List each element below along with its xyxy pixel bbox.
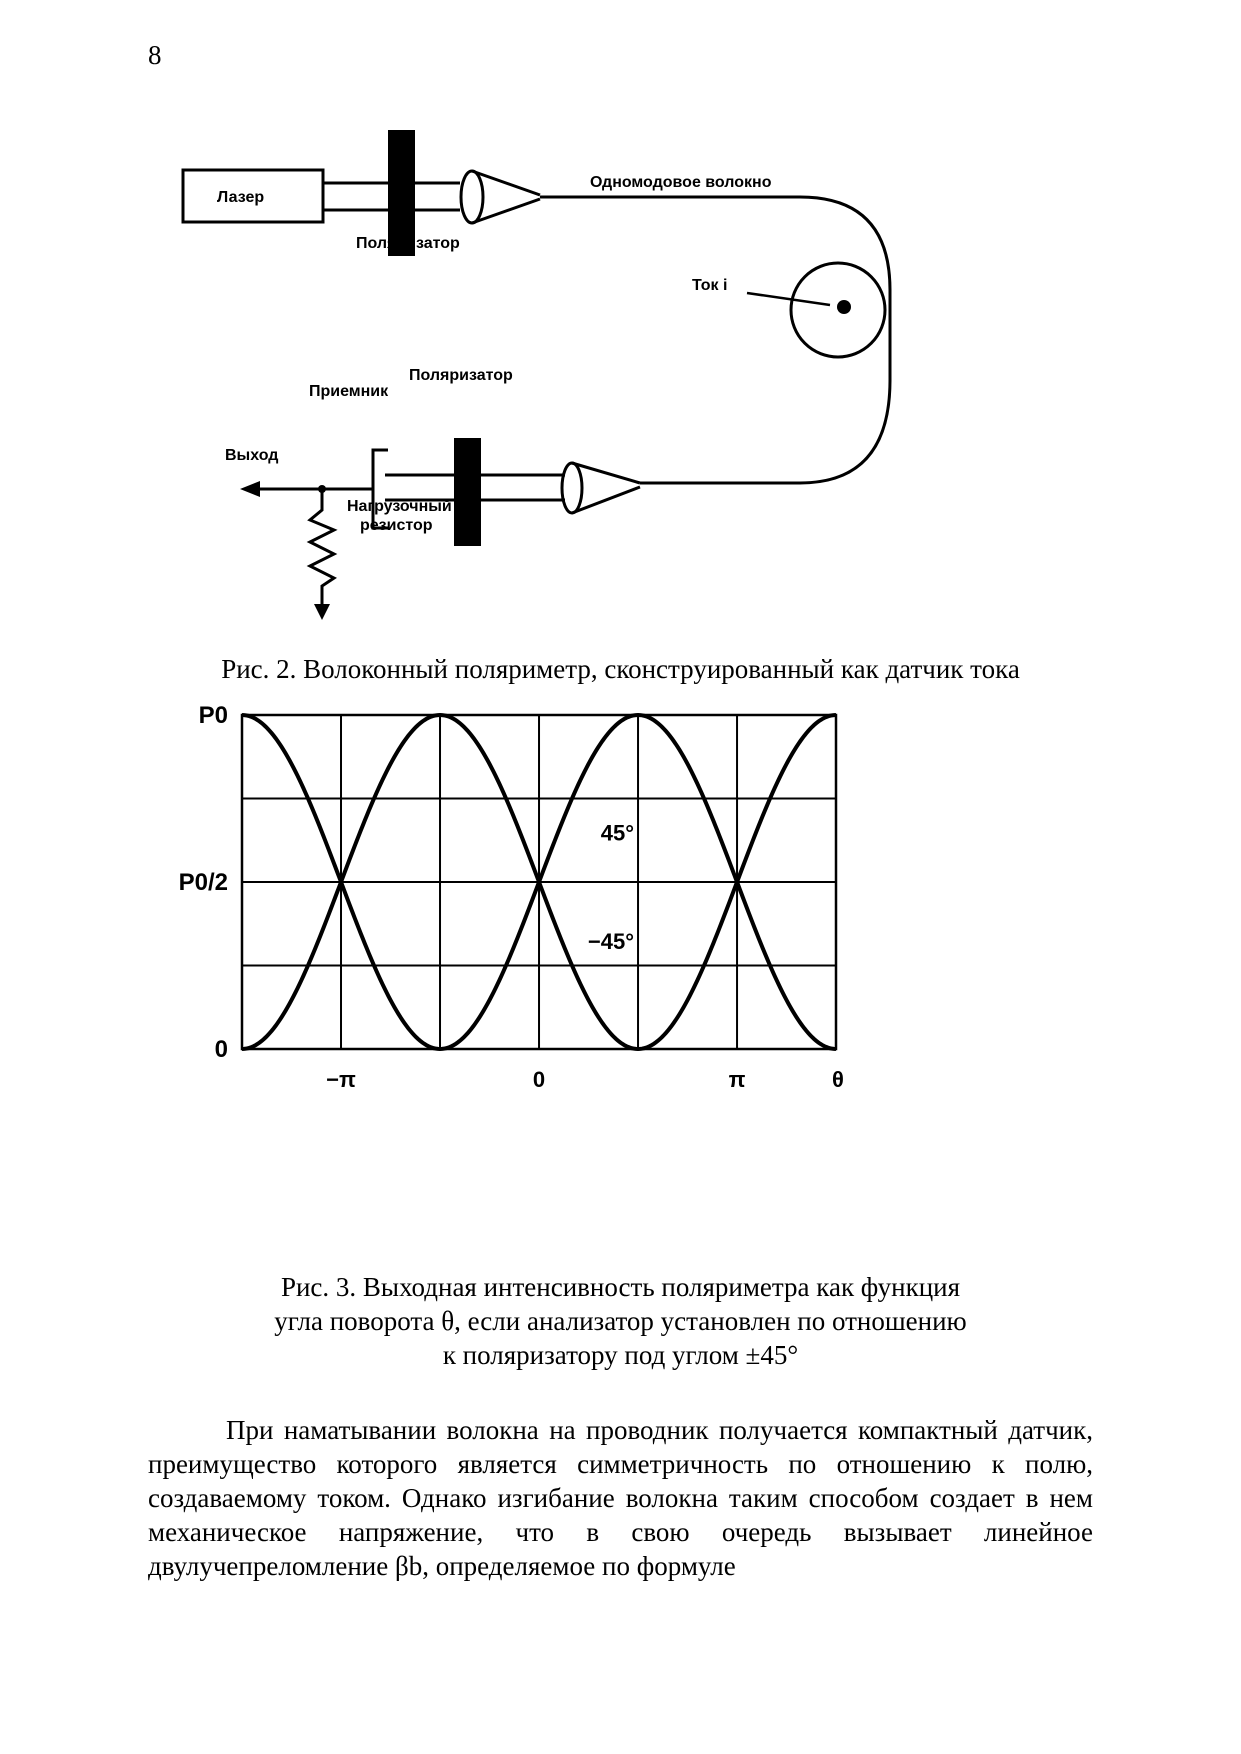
junction-dot [318,485,326,493]
figure2-caption-line-2: угла поворота θ, если анализатор установлен по отношению [274,1306,967,1336]
output-arrow [240,481,260,497]
figure2-caption-line-1: Рис. 3. Выходная интенсивность поляриметра как функция [280,1272,961,1302]
label-polarizer-top: Поляризатор [356,235,460,252]
label-resistor-2: резистор [360,517,433,534]
y-tick-label-2: P0 [198,702,228,729]
x-tick-label-1: 0 [532,1067,546,1092]
x-axis-label: θ [832,1067,844,1092]
lens-top [461,171,483,223]
y-tick-label-0: 0 [214,1036,228,1063]
label-laser: Лазер [217,189,265,206]
polarizer-bottom [454,438,481,546]
x-tick-label-2: π [728,1067,746,1092]
lens-bottom [562,463,582,513]
label-polarizer-bottom: Поляризатор [409,367,513,384]
ground-arrow [314,604,330,620]
annotation-45: 45° [600,820,635,846]
figure2-caption-line-3: к поляризатору под углом ±45° [442,1340,799,1370]
body-paragraph [148,1413,1093,1583]
label-resistor-1: Нагрузочный [347,498,452,515]
intensity-chart [178,702,1000,1235]
y-tick-label-1: P0/2 [178,869,228,896]
conductor-dot [837,300,851,314]
label-receiver: Приемник [309,383,389,400]
label-current: Ток i [692,277,728,294]
label-output: Выход [225,447,279,464]
x-tick-label-0: −π [326,1067,356,1092]
annotation-minus45: −45° [587,928,635,954]
polarimeter-diagram [170,150,1070,650]
page-number: 8 [148,40,162,70]
body-paragraph-text: При наматывании волокна на проводник получается компактный датчик, преимущество которого является симметричность по отношению к полю, создаваемому током. Однако изгибание волокна таким способом создает в нем механическое напряжение, что в свою очередь вызывает линейное двулучепреломление βb, определяемое по формуле [148,1415,1093,1581]
figure2-caption [0,1270,1241,1372]
figure1-caption: Рис. 2. Волоконный поляриметр, сконструированный как датчик тока [221,654,1020,684]
fiber-path [540,197,890,483]
label-fiber: Одномодовое волокно [590,174,772,191]
load-resistor [310,489,334,608]
